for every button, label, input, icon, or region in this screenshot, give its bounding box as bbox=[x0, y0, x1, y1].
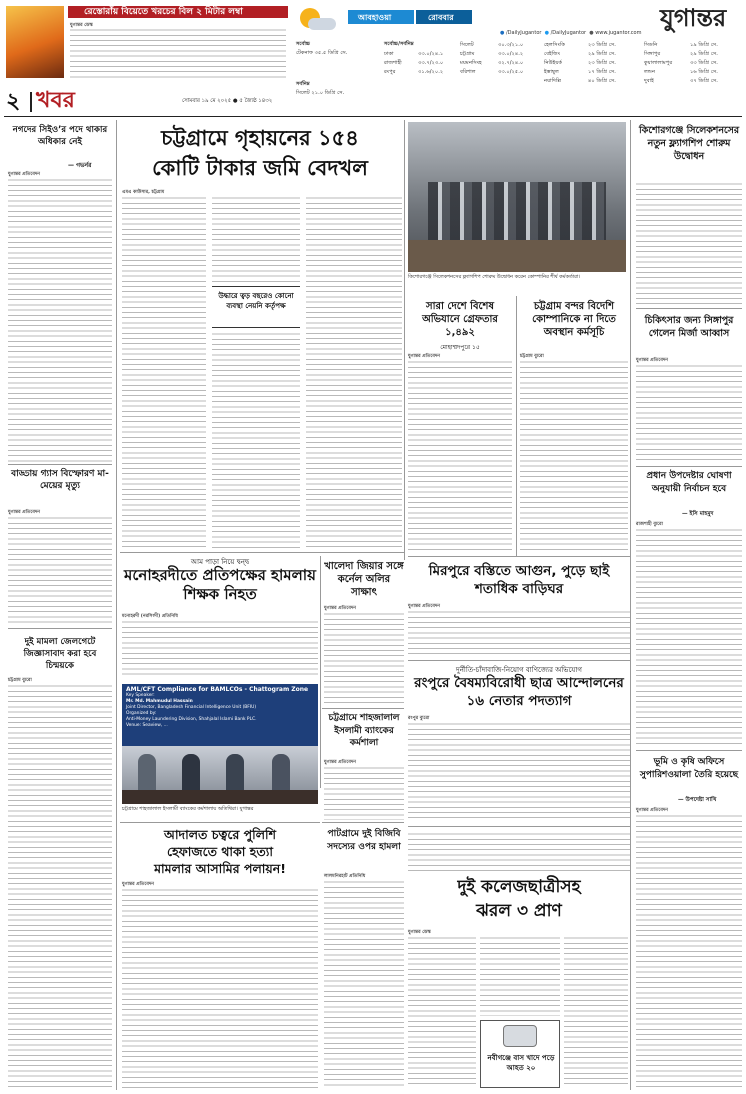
min-label: সর্বনিম্ন bbox=[296, 81, 310, 87]
bank-caption: চট্টগ্রামে শাহজালাল ইসলামী ব্যাংকের কর্মশালায় অতিথিরা। যুগান্তর bbox=[122, 806, 254, 812]
right-h2-byline: যুগান্তর প্রতিবেদন bbox=[636, 358, 669, 363]
top-teaser bbox=[0, 0, 290, 82]
rangpur-byline: রংপুর ব্যুরো bbox=[408, 716, 430, 721]
section-divider bbox=[30, 92, 32, 112]
lead-col-1 bbox=[122, 196, 206, 548]
sjib-rule bbox=[322, 708, 404, 709]
bank-banner-line-2: Key Speaker: bbox=[126, 693, 155, 698]
khaleda-body bbox=[324, 612, 404, 704]
court-headline-1: আদালত চত্বরে পুলিশি bbox=[163, 827, 277, 842]
world-row: সিঙ্গাপুর ২৯ ডিগ্রি সে. bbox=[644, 51, 718, 57]
teacher-headline: মনোহরদীতে প্রতিপক্ষের হামলায় শিক্ষক নিহত bbox=[124, 566, 316, 603]
khaleda-headline: খালেদা জিয়ার সঙ্গে কর্নেল অলির সাক্ষাৎ bbox=[324, 561, 404, 598]
left-h1: নগদের সিইও’র পদে থাকার অধিকার নেই bbox=[12, 125, 108, 147]
max-value: টেকনাফ ৩৫.৫ ডিগ্রি সে. bbox=[296, 50, 348, 56]
sjib-headline: চট্টগ্রামে শাহজালাল ইসলামী ব্যাংকের কর্মশালা bbox=[328, 713, 400, 748]
lead-right-rule bbox=[404, 120, 405, 560]
lead-pullquote-box bbox=[212, 286, 300, 328]
facebook-link[interactable]: /DailyJugantor bbox=[505, 30, 542, 36]
fire-byline: যুগান্তর প্রতিবেদন bbox=[408, 604, 441, 609]
rangpur-kicker: দুর্নীতি-চাঁদাবাজি-নিয়োগ বাণিজ্যের অভিযোগ bbox=[456, 666, 582, 674]
accident-rule bbox=[408, 826, 630, 827]
dateline: সোমবার ১৯ মে ২০২৫ ● ৫ জ্যৈষ্ঠ ১৪৩২ bbox=[182, 98, 273, 104]
twitter-icon: ● bbox=[544, 30, 549, 36]
lead-headline-2: কোটি টাকার জমি বেদখল bbox=[152, 156, 368, 180]
left-rule-2 bbox=[8, 628, 112, 629]
range-header: সর্বোচ্চ/সর্বনিম্ন bbox=[384, 41, 414, 47]
teacher-kicker: আম পাড়া নিয়ে দ্বন্দ্ব bbox=[190, 558, 250, 566]
left-rule-1 bbox=[8, 464, 112, 465]
lead-byline: এমএ কাউসার, চট্টগ্রাম bbox=[122, 190, 165, 195]
section-title: খবর bbox=[36, 88, 75, 113]
accident-inset-text: নবীগঞ্জে বাস খাদে পড়ে আহত ২০ bbox=[487, 1054, 555, 1072]
accident-body-2 bbox=[480, 936, 560, 1016]
world-row: সিডনি ১৯ ডিগ্রি সে. bbox=[644, 42, 718, 48]
court-body bbox=[122, 888, 318, 1088]
patgram-body bbox=[324, 880, 404, 1088]
city-row: ময়মনসিংহ ৩২.৭/২৪.০ bbox=[460, 60, 524, 66]
city-row: রাজশাহী ৩৩.৭/২৩.০ bbox=[384, 60, 444, 66]
city-list-2 bbox=[460, 41, 540, 77]
accident-headline-2: ঝরল ৩ প্রাণ bbox=[476, 901, 562, 921]
min-value: সিলেট ২১.০ ডিগ্রি সে. bbox=[296, 90, 345, 96]
header-rule bbox=[4, 116, 742, 117]
city-list-1 bbox=[384, 50, 454, 77]
world-row: লন্ডন ১৬ ডিগ্রি সে. bbox=[644, 69, 718, 75]
left-h3: দুই মামলা জেলগেটে জিজ্ঞাসাবাদ করা হবে চিন্ময়কে bbox=[23, 637, 97, 671]
world-row: দুবাই ৩৭ ডিগ্রি সে. bbox=[644, 78, 718, 84]
right-h3: প্রধান উপদেষ্টার ঘোষণা অনুযায়ী নির্বাচন হবে bbox=[646, 471, 732, 494]
left-h1-credit: — গভর্নর bbox=[68, 162, 92, 169]
max-label: সর্বোচ্চ bbox=[296, 41, 311, 47]
port-byline: চট্টগ্রাম ব্যুরো bbox=[520, 354, 544, 359]
arrest-rule bbox=[516, 296, 517, 556]
khaleda-byline: যুগান্তর প্রতিবেদন bbox=[324, 606, 357, 611]
right-h1: কিশোরগঞ্জে সিলেকশনসের নতুন ফ্ল্যাগশিপ শোরুম উদ্বোধন bbox=[638, 125, 740, 162]
world-row: নিউইয়র্ক ২৩ ডিগ্রি সে. bbox=[544, 60, 616, 66]
right-rule-3 bbox=[636, 750, 742, 751]
teaser-text bbox=[70, 28, 286, 78]
teaser-title: রেস্তোরাঁয় বিয়েতে খরচের বিল ২ মিটার লম্বা bbox=[84, 7, 243, 17]
right-h2-body bbox=[636, 364, 742, 462]
arrest-body bbox=[408, 360, 512, 550]
patgram-headline: পাটগ্রামে দুই বিজিবি সদস্যের ওপর হামলা bbox=[327, 829, 401, 852]
facebook-icon: ● bbox=[500, 30, 505, 36]
arrest-sub: মোহাম্মদপুরে ১৫ bbox=[440, 344, 480, 351]
weather-day-label: রোববার bbox=[428, 13, 454, 22]
main-photo-caption: কিশোরগঞ্জে সিলেকশনসের ফ্ল্যাগশিপ শোরুম উদ্বোধন করেন কোম্পানির শীর্ষ কর্মকর্তারা। bbox=[408, 274, 581, 280]
weather-tab-label: আবহাওয়া bbox=[358, 13, 392, 22]
bus-icon bbox=[503, 1025, 537, 1047]
lead-col-3 bbox=[306, 196, 402, 548]
rangpur-body bbox=[408, 722, 630, 822]
court-byline: যুগান্তর প্রতিবেদন bbox=[122, 882, 155, 887]
fire-rule bbox=[408, 556, 630, 557]
website-link[interactable]: www.jugantor.com bbox=[595, 30, 642, 36]
main-photo bbox=[408, 122, 626, 272]
left-h2-body bbox=[8, 516, 112, 624]
accident-side-body bbox=[408, 832, 630, 872]
right-h2: চিকিৎসার জন্য সিঙ্গাপুর গেলেন মির্জা আব্বাস bbox=[644, 315, 734, 339]
bank-banner-title: AML/CFT Compliance for BAMLCOs - Chattogram Zone bbox=[126, 686, 309, 693]
world-row: কুয়ালালামপুর ৩৩ ডিগ্রি সে. bbox=[644, 60, 718, 66]
masthead-links bbox=[500, 30, 746, 36]
teaser-credit: যুগান্তর ডেস্ক bbox=[70, 23, 93, 28]
twitter-link[interactable]: /DailyJugantor bbox=[550, 30, 587, 36]
court-headline-2: হেফাজতে থাকা হত্যা bbox=[167, 844, 273, 859]
teacher-body bbox=[122, 620, 318, 678]
patgram-rule bbox=[322, 822, 404, 823]
bank-banner-line-7: Venue: Seaview, ... bbox=[126, 723, 168, 728]
accident-headline-1: দুই কলেজছাত্রীসহ bbox=[457, 877, 581, 897]
sjib-body bbox=[324, 766, 404, 820]
right-h3-body bbox=[636, 528, 742, 746]
right-rule-1 bbox=[636, 308, 742, 309]
left-h1-body bbox=[8, 178, 112, 462]
right-h3-byline: রাজশাহী ব্যুরো bbox=[636, 522, 663, 527]
khaleda-rule bbox=[320, 556, 321, 788]
world-row: বেইজিং ২৯ ডিগ্রি সে. bbox=[544, 51, 616, 57]
city-row: বরিশাল ৩৩.০/২৫.০ bbox=[460, 69, 524, 75]
port-headline: চট্টগ্রাম বন্দর বিদেশি কোম্পানিকে না দিতে অবস্থান কর্মসূচি bbox=[532, 301, 616, 338]
sun-cloud-icon bbox=[298, 6, 338, 34]
bank-banner-line-6: Anti-Money Laundering Division, Shahjalal Islami Bank PLC. bbox=[126, 717, 257, 722]
sjib-byline: যুগান্তর প্রতিবেদন bbox=[324, 760, 357, 765]
arrest-byline: যুগান্তর প্রতিবেদন bbox=[408, 354, 441, 359]
bank-photo bbox=[122, 684, 318, 804]
bank-banner bbox=[122, 684, 318, 746]
left-h3-body bbox=[8, 684, 112, 1088]
city-row: সিলেট ৩০.৩/২১.০ bbox=[460, 42, 524, 48]
world-list-1 bbox=[544, 41, 640, 86]
arrest-headline: সারা দেশে বিশেষ অভিযানে গ্রেফতার ১,৪৯২ bbox=[422, 301, 498, 338]
accident-byline: যুগান্তর ডেস্ক bbox=[408, 930, 431, 935]
fire-headline: মিরপুরে বস্তিতে আগুন, পুড়ে ছাই শতাধিক বাড়িঘর bbox=[428, 563, 610, 597]
lead-pullquote: উদ্ধারে ত্বড় বছরেও কোনো ব্যবস্থা নেয়নি কর্তৃপক্ষ bbox=[218, 292, 294, 310]
right-h3-credit: — ইসি মাহমুদ bbox=[682, 511, 714, 517]
right-h4-credit: — উপদেষ্টা সাখি bbox=[678, 797, 717, 803]
city-row: রংপুর ৩১.৬/২০.২ bbox=[384, 69, 444, 75]
teaser-photo bbox=[6, 6, 64, 78]
world-row: হেলসিংকি ২৩ ডিগ্রি সে. bbox=[544, 42, 616, 48]
right-h4: ভূমি ও কৃষি অফিসে সুপারিশওয়ালা তৈরি হয়েছে bbox=[639, 757, 739, 780]
bank-banner-line-3: Mr. Md. Mahmudul Hassain bbox=[126, 699, 193, 704]
fire-body bbox=[408, 610, 630, 658]
left-h2: বাড্ডায় গ্যাস বিস্ফোরণ মা-মেয়ের মৃত্যু bbox=[11, 469, 109, 491]
tier2-rule bbox=[120, 552, 404, 553]
bank-banner-line-4: Joint Director, Bangladesh Financial Intelligence Unit (BFIU) bbox=[126, 705, 257, 710]
left-h1-byline: যুগান্তর প্রতিবেদন bbox=[8, 172, 41, 177]
city-row: ঢাকা ৩৩.০/২৪.১ bbox=[384, 51, 444, 57]
world-list-2 bbox=[644, 41, 744, 86]
accident-body-1 bbox=[408, 936, 476, 1088]
city-row: চট্টগ্রাম ৩৩.০/২৪.২ bbox=[460, 51, 524, 57]
lead-col-2 bbox=[212, 196, 300, 282]
masthead-logo[interactable]: যুগান্তর bbox=[660, 3, 727, 32]
court-headline-3: মামলার আসামির পলায়ন! bbox=[154, 861, 286, 876]
page-number: ২ bbox=[6, 89, 21, 114]
rangpur-headline: রংপুরে বৈষম্যবিরোধী ছাত্র আন্দোলনের ১৬ নেতার পদত্যাগ bbox=[414, 675, 624, 709]
port-body bbox=[520, 360, 628, 550]
accident-body-3 bbox=[564, 936, 628, 1088]
lead-headline-1: চট্টগ্রামে গৃহায়নের ১৫৪ bbox=[161, 126, 359, 150]
bank-banner-line-5: Organized by: bbox=[126, 711, 157, 716]
world-row: নয়াদিল্লি ৪০ ডিগ্রি সে. bbox=[544, 78, 616, 84]
left-h3-byline: চট্টগ্রাম ব্যুরো bbox=[8, 678, 32, 683]
left-h2-byline: যুগান্তর প্রতিবেদন bbox=[8, 510, 41, 515]
right-h4-byline: যুগান্তর প্রতিবেদন bbox=[636, 808, 669, 813]
globe-icon: ● bbox=[589, 30, 594, 36]
accident-inset bbox=[480, 1020, 560, 1088]
rangpur-rule bbox=[408, 660, 630, 661]
photo-right-rule bbox=[630, 120, 631, 1090]
right-h4-body bbox=[636, 814, 742, 1088]
world-row: ইস্তাম্বুল ১৭ ডিগ্রি সে. bbox=[544, 69, 616, 75]
lead-col-2b bbox=[212, 332, 300, 548]
left-col-rule bbox=[116, 120, 117, 1090]
court-rule bbox=[120, 822, 320, 823]
right-rule-2 bbox=[636, 466, 742, 467]
right-h1-body bbox=[636, 182, 742, 304]
patgram-byline: লালমনিরহাট প্রতিনিধি bbox=[324, 874, 366, 879]
teacher-byline: মনোহরদী (নরসিংদী) প্রতিনিধি bbox=[122, 614, 178, 619]
